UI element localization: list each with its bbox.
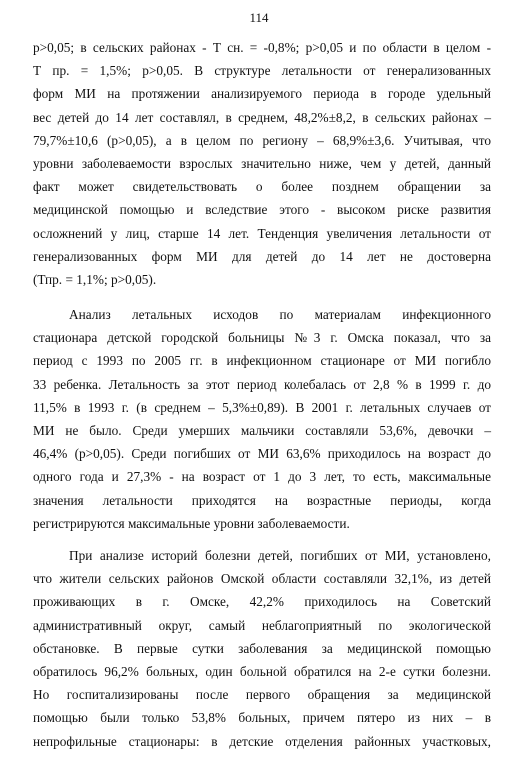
text-line: 33 ребенка. Летальность за этот период колебалась от 2,8 % в 1999 г. до [33, 376, 491, 392]
text-line: проживающих в г. Омске, 42,2% приходилось на Советский [33, 594, 491, 610]
text-line: период с 1993 по 2005 гг. в инфекционном стационаре от МИ погибло [33, 353, 491, 369]
text-line: факт может свидетельствовать о более позднем обращении за [33, 179, 491, 195]
text-line: медицинской помощью и вследствие этого - высоком риске развития [33, 202, 491, 218]
text-line: Т пр. = 1,5%; p>0,05. В структуре летальности от генерализованных [33, 63, 491, 79]
text-line: уровни заболеваемости взрослых значительно ниже, чем у детей, данный [33, 155, 491, 171]
text-line: обратилось 96,2% больных, один больной обратился на 2-е сутки болезни. [33, 663, 491, 679]
text-line: Анализ летальных исходов по материалам инфекционного [69, 307, 491, 322]
text-line: вес детей до 14 лет составлял, в среднем, 48,2%±8,2, в сельских районах – [33, 109, 491, 125]
text-line: МИ не было. Среди умерших мальчики составляли 53,6%, девочки – [33, 422, 491, 438]
paragraph-2 [33, 303, 491, 535]
text-line: одного года и 27,3% - на возраст от 1 до 3 лет, то есть, максимальные [33, 469, 491, 485]
text-line: регистрируются максимальные уровни заболеваемости. [33, 515, 350, 531]
text-line: административный округ, самый неблагоприятный по экологической [33, 617, 491, 633]
text-line: значения летальности приходятся на возрастные периоды, когда [33, 492, 491, 508]
text-line: осложнений у лиц, старше 14 лет. Тенденция увеличения летальности от [33, 225, 491, 241]
text-line: непрофильные стационары: в детские отделения районных участковых, [33, 733, 491, 749]
text-line: (Тпр. = 1,1%; p>0,05). [33, 271, 157, 287]
text-line: При анализе историй болезни детей, погибших от МИ, установлено, [69, 548, 491, 563]
paragraph-3 [33, 544, 491, 753]
page-number: 114 [249, 10, 269, 25]
text-line: Но госпитализированы после первого обращения за медицинской [33, 687, 491, 703]
text-line: что жители сельских районов Омской области составляли 32,1%, из детей [33, 571, 491, 587]
text-line: 46,4% (p>0,05). Среди погибших от МИ 63,6% приходилось на возраст до [33, 446, 491, 462]
text-line: 11,5% в 1993 г. (в среднем – 5,3%±0,89). В 2001 г. летальных случаев от [33, 399, 491, 415]
text-line: помощью были только 53,8% больных, причем пятеро из них – в [33, 710, 491, 726]
text-line: генерализованных форм МИ для детей до 14 лет не достоверна [33, 248, 491, 264]
paragraph-1 [33, 36, 491, 291]
text-line: p>0,05; в сельских районах - Т сн. = -0,8%; p>0,05 и по области в целом - [33, 40, 491, 55]
text-line: 79,7%±10,6 (p>0,05), а в целом по региону – 68,9%±3,6. Учитывая, что [33, 132, 491, 148]
text-line: стационара детской городской больницы №3 г. Омска показал, что за [33, 330, 491, 346]
text-line: обстановке. В первые сутки заболевания за медицинской помощью [33, 640, 491, 656]
text-line: форм МИ на протяжении анализируемого периода в городе удельный [33, 86, 491, 102]
